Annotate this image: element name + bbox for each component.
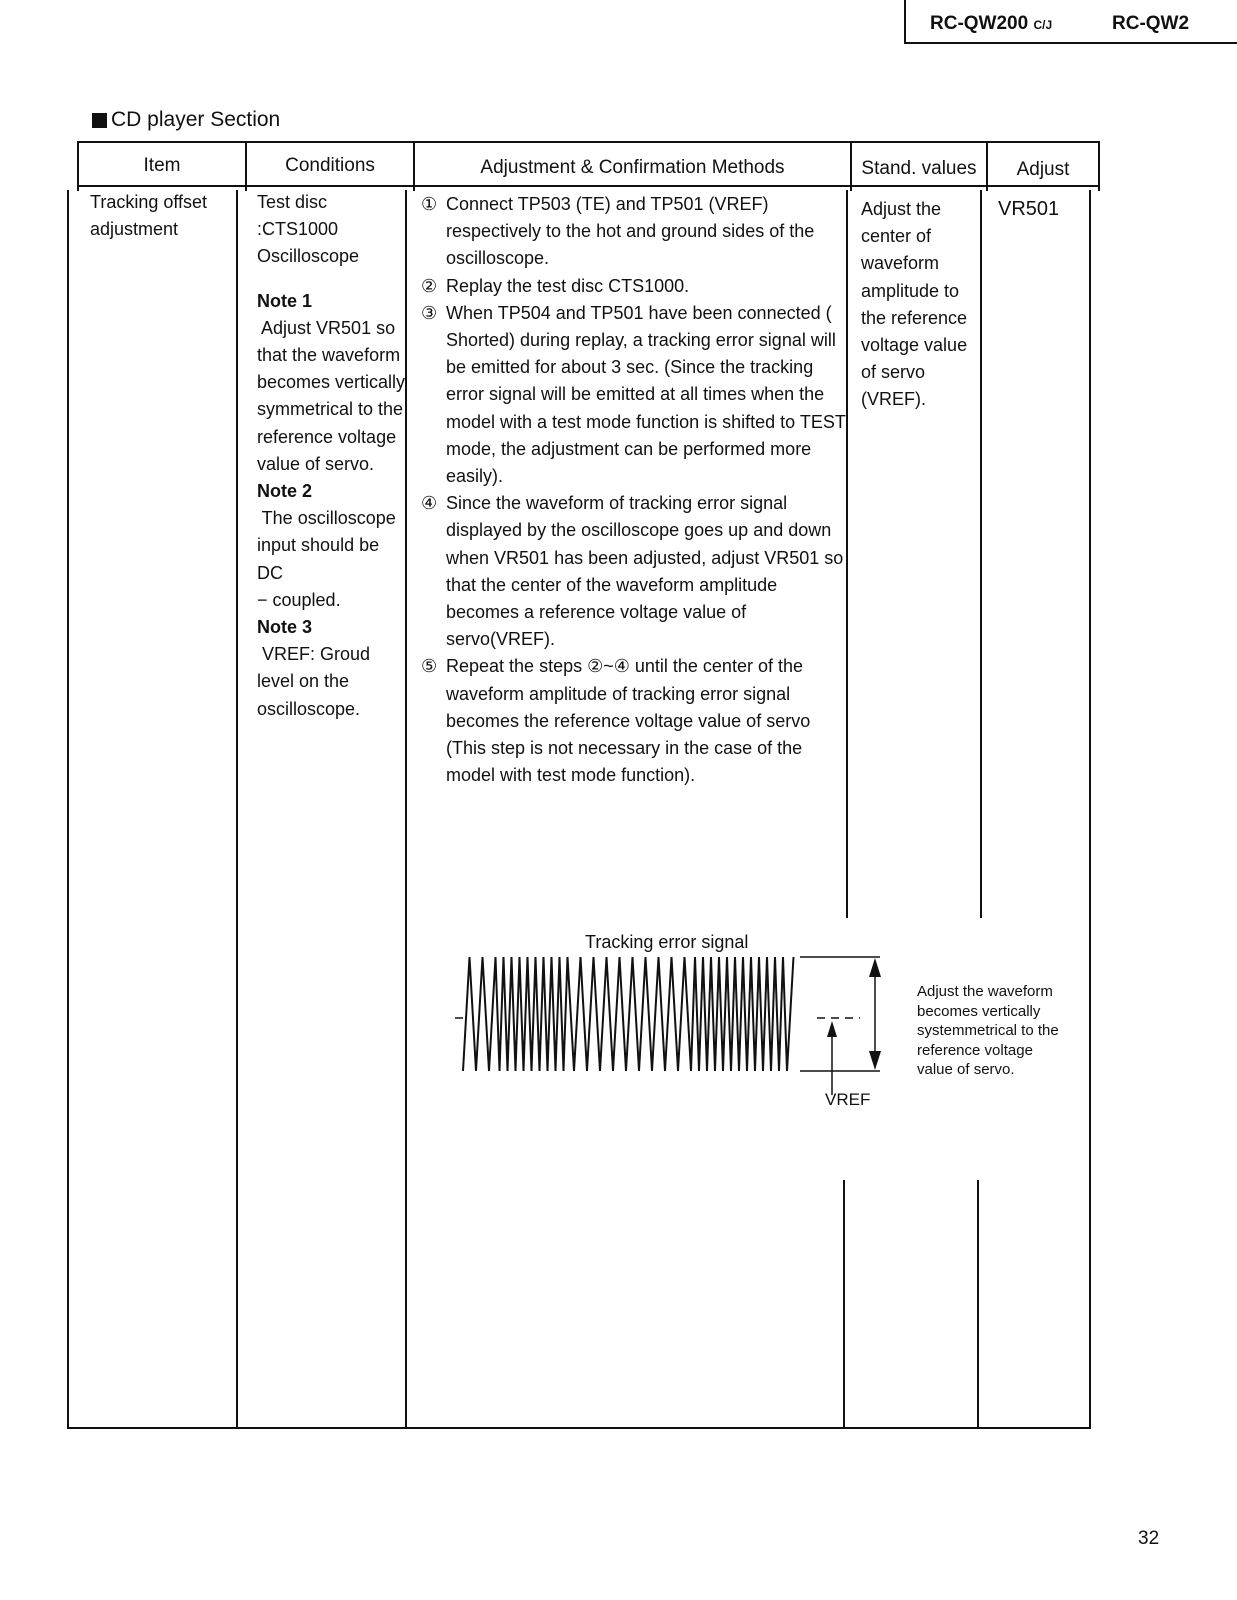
step-2 bbox=[418, 273, 848, 300]
stand-value-line: voltage value bbox=[861, 335, 968, 356]
note-3-heading: Note 3 bbox=[257, 617, 313, 638]
col-divider-1 bbox=[236, 190, 238, 1429]
conditions-line: Oscilloscope bbox=[257, 246, 360, 267]
diagram-note bbox=[917, 982, 1107, 1080]
note-3-line: level on the bbox=[257, 671, 350, 692]
note-2-line: input should be DC bbox=[257, 535, 380, 583]
stand-value-line: of servo bbox=[861, 362, 926, 383]
step-line: model with a test mode function is shifted to TEST bbox=[446, 411, 846, 432]
step-line: Repeat the steps ②~④ until the center of the bbox=[446, 656, 803, 677]
step-line: when VR501 has been adjusted, adjust VR501 so bbox=[446, 547, 844, 568]
diagram-note-line: Adjust the waveform bbox=[917, 983, 1053, 1000]
note-2-heading: Note 2 bbox=[257, 481, 313, 502]
step-line: respectively to the hot and ground sides of the bbox=[446, 221, 815, 242]
conditions-line: :CTS1000 bbox=[257, 219, 339, 240]
diagram-note-line: reference voltage bbox=[917, 1041, 1033, 1059]
stand-value-line: amplitude to bbox=[861, 280, 960, 301]
cell-adjust: VR501 bbox=[998, 198, 1060, 220]
note-1-line: that the waveform bbox=[257, 345, 401, 366]
header-conditions: Conditions bbox=[285, 155, 375, 176]
tracking-error-waveform bbox=[455, 925, 900, 1115]
step-line: oscilloscope. bbox=[446, 248, 550, 269]
note-1-line: becomes vertically bbox=[257, 372, 406, 393]
step-line: that the center of the waveform amplitude bbox=[446, 574, 778, 595]
step-5 bbox=[418, 653, 848, 789]
stand-value-line: (VREF). bbox=[861, 389, 926, 410]
note-1-line: reference voltage bbox=[257, 426, 397, 447]
diagram-title: Tracking error signal bbox=[585, 932, 749, 952]
step-4 bbox=[418, 490, 848, 653]
table-header-border bbox=[78, 185, 1100, 187]
waveform-trace bbox=[463, 957, 794, 1071]
step-line: Connect TP503 (TE) and TP501 (VREF) bbox=[446, 194, 769, 214]
note-1-line: Adjust VR501 so bbox=[257, 317, 396, 338]
item-line: Tracking offset bbox=[90, 192, 208, 212]
step-number: ① bbox=[421, 194, 438, 214]
vref-label: VREF bbox=[825, 1090, 871, 1109]
header-model-1-suffix: C/J bbox=[1033, 18, 1053, 32]
step-line: displayed by the oscilloscope goes up and down bbox=[446, 520, 832, 541]
table-top-border bbox=[78, 141, 1100, 143]
step-3 bbox=[418, 300, 848, 490]
step-line: model with test mode function). bbox=[446, 765, 696, 786]
step-line: Since the waveform of tracking error signal bbox=[446, 493, 788, 514]
step-line: waveform amplitude of tracking error signal bbox=[446, 683, 791, 704]
cell-methods bbox=[418, 191, 848, 789]
amplitude-arrow-down bbox=[869, 1051, 881, 1070]
page-number: 32 bbox=[1138, 1528, 1160, 1549]
step-line: servo(VREF). bbox=[446, 629, 556, 650]
step-line: easily). bbox=[446, 466, 504, 487]
diagram-note-line: systemmetrical to the bbox=[917, 1022, 1059, 1039]
step-line: Replay the test disc CTS1000. bbox=[446, 275, 690, 296]
header-model-1: RC-QW200 C/J bbox=[930, 13, 1053, 34]
cell-item bbox=[90, 189, 240, 243]
conditions-line: Test disc bbox=[257, 192, 328, 212]
header-methods: Adjustment & Confirmation Methods bbox=[480, 157, 785, 178]
table-right-border bbox=[1089, 190, 1091, 1429]
amplitude-arrow-up bbox=[869, 958, 881, 977]
step-number: ④ bbox=[421, 493, 438, 514]
note-2-line: − coupled. bbox=[257, 589, 341, 610]
table-right-border-top bbox=[1098, 141, 1100, 191]
stand-value-line: waveform bbox=[861, 253, 940, 274]
note-1-heading: Note 1 bbox=[257, 290, 313, 311]
header-stand-values: Stand. values bbox=[861, 158, 977, 179]
step-line: When TP504 and TP501 have been connected ( bbox=[446, 302, 832, 323]
table-bottom-border bbox=[68, 1427, 1091, 1429]
section-title-text: CD player Section bbox=[111, 108, 281, 131]
stand-value-line: center of bbox=[861, 226, 932, 247]
diagram-note-line: becomes vertically bbox=[917, 1002, 1041, 1020]
header-adjust: Adjust bbox=[1016, 159, 1070, 180]
diagram-note-line: value of servo. bbox=[917, 1061, 1015, 1078]
header-item: Item bbox=[143, 155, 181, 176]
section-bullet-icon bbox=[92, 113, 107, 128]
note-3-line: VREF: Groud bbox=[257, 644, 371, 665]
step-1 bbox=[418, 191, 848, 273]
vref-arrow-head bbox=[827, 1021, 837, 1037]
waveform-polyline bbox=[463, 957, 794, 1071]
step-number: ② bbox=[421, 275, 438, 296]
step-line: mode, the adjustment can be performed more bbox=[446, 438, 812, 459]
item-line: adjustment bbox=[90, 219, 179, 240]
table-left-border bbox=[67, 190, 69, 1429]
cell-stand-values bbox=[861, 196, 979, 414]
col-divider-3-lower bbox=[843, 1180, 845, 1429]
note-2-line: The oscilloscope bbox=[257, 508, 396, 529]
cell-conditions bbox=[257, 189, 407, 723]
step-line: (This step is not necessary in the case of the bbox=[446, 738, 803, 759]
note-1-line: value of servo. bbox=[257, 453, 375, 474]
note-1-line: symmetrical to the bbox=[257, 399, 404, 420]
note-3-line: oscilloscope. bbox=[257, 698, 361, 719]
step-line: Shorted) during replay, a tracking error signal will bbox=[446, 330, 836, 351]
stand-value-line: the reference bbox=[861, 307, 968, 328]
step-line: be emitted for about 3 sec. (Since the tracking bbox=[446, 357, 814, 378]
col-divider-4-upper bbox=[980, 190, 982, 918]
col-divider-4-lower bbox=[977, 1180, 979, 1429]
step-line: becomes a reference voltage value of bbox=[446, 602, 747, 623]
section-title bbox=[92, 108, 280, 132]
stand-value-line: Adjust the bbox=[861, 199, 942, 219]
header-model-2: RC-QW2 bbox=[1112, 13, 1190, 34]
step-line: error signal will be emitted at all times when the bbox=[446, 384, 825, 405]
step-number: ③ bbox=[421, 302, 438, 323]
step-number: ⑤ bbox=[421, 656, 438, 677]
step-line: becomes the reference voltage value of servo bbox=[446, 710, 811, 731]
